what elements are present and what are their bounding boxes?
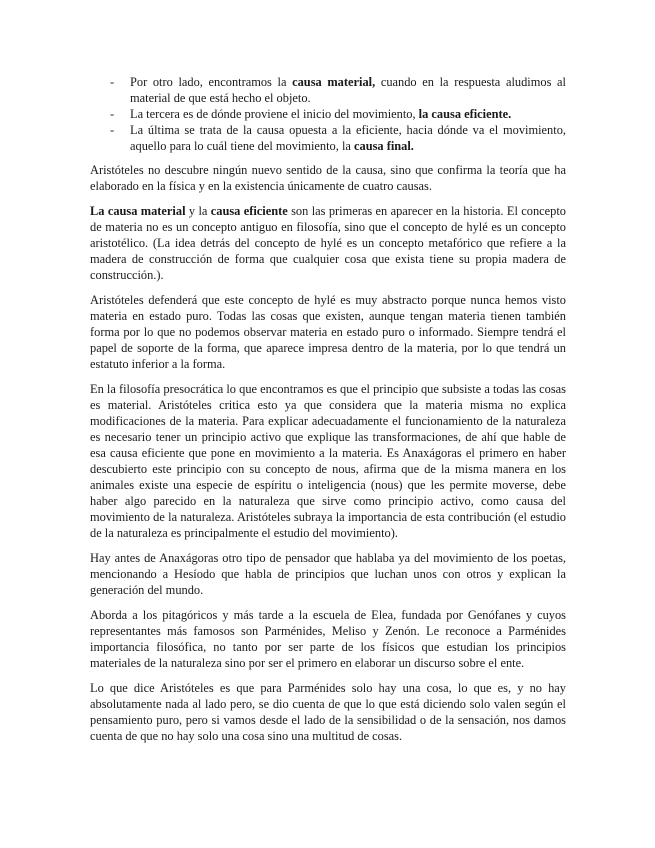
list-item: - Por otro lado, encontramos la causa material, cuando en la respuesta aludimos al material de que está hecho el objeto. — [110, 75, 566, 105]
paragraph-1: Aristóteles no descubre ningún nuevo sentido de la causa, sino que confirma la teoría que ha elaborado en la física y en la existencia únicamente de cuatro causas. — [90, 163, 566, 193]
bold-term: la causa eficiente. — [418, 107, 512, 121]
list-item: - La última se trata de la causa opuesta a la eficiente, hacia dónde va el movimiento, aquello para lo cuál tiene del movimiento, la causa final. — [110, 123, 566, 153]
paragraph-2: La causa material y la causa eficiente son las primeras en aparecer en la historia. El concepto de materia no es un concepto antiguo en filosofía, sino que el concepto de hylé es un concepto aristotélico. (La idea detrás del concepto de hylé es un concepto metafórico que refiere a la madera de construcción de forma que cualquier cosa que exista tiene su propia madera de construcción.). — [90, 204, 566, 282]
paragraph-6: Aborda a los pitagóricos y más tarde a la escuela de Elea, fundada por Genófanes y cuyos representantes más famosos son Parménides, Meliso y Zenón. Le reconoce a Parménides importancia filosófica, no tanto por ser parte de los físicos que estudian los principios materiales de la naturaleza sino por ser el primero en elaborar un discurso sobre el ente. — [90, 608, 566, 670]
bold-term: causa final. — [354, 139, 414, 153]
paragraph-5: Hay antes de Anaxágoras otro tipo de pensador que hablaba ya del movimiento de los poetas, mencionando a Hesíodo que habla de principios que luchan unos con otros y explican la generación del mundo. — [90, 551, 566, 597]
bold-term: causa material, — [292, 75, 376, 89]
paragraph-3: Aristóteles defenderá que este concepto de hylé es muy abstracto porque nunca hemos visto materia en estado puro. Todas las cosas que existen, aunque tengan materia tienen también forma por lo que no podemos observar materia en estado puro o informado. Siempre tendrá el papel de soporte de la forma, que aparece impresa dentro de la materia, por lo que tendrá un estatuto inferior a la forma. — [90, 293, 566, 371]
bullet-list — [90, 74, 566, 154]
bold-term: causa eficiente — [210, 204, 288, 218]
dash-bullet: - — [110, 123, 115, 137]
dash-bullet: - — [110, 75, 115, 89]
bold-term: La causa material — [90, 204, 186, 218]
document-body — [90, 74, 566, 753]
paragraph-7: Lo que dice Aristóteles es que para Parménides solo hay una cosa, lo que es, y no hay absolutamente nada al lado pero, se dio cuenta de que lo que está diciendo solo valen según el pensamiento puro, pero si vamos desde el lado de la sensibilidad o de la sensación, nos damos cuenta de que no hay solo una cosa sino una multitud de cosas. — [90, 681, 566, 743]
list-item: - La tercera es de dónde proviene el inicio del movimiento, la causa eficiente. — [110, 107, 512, 121]
dash-bullet: - — [110, 107, 115, 121]
paragraph-4: En la filosofía presocrática lo que encontramos es que el principio que subsiste a todas las cosas es material. Aristóteles critica esto ya que considera que la materia misma no explica modificaciones de la materia. Para explicar adecuadamente el funcionamiento de la naturaleza es necesario tener un principio activo que explique las transformaciones, de ahí que hable de esa causa eficiente que pone en movimiento a la materia. Es Anaxágoras el primero en haber descubierto este principio con su concepto de nous, afirma que de la misma manera en los animales existe una especie de espíritu o inteligencia (nous) que les permite moverse, debe haber algo parecido en la naturaleza que sirve como principio activo, como causa del movimiento de la naturaleza. Aristóteles subraya la importancia de esta contribución (el estudio de la naturaleza es principalmente el estudio del movimiento). — [90, 382, 566, 540]
